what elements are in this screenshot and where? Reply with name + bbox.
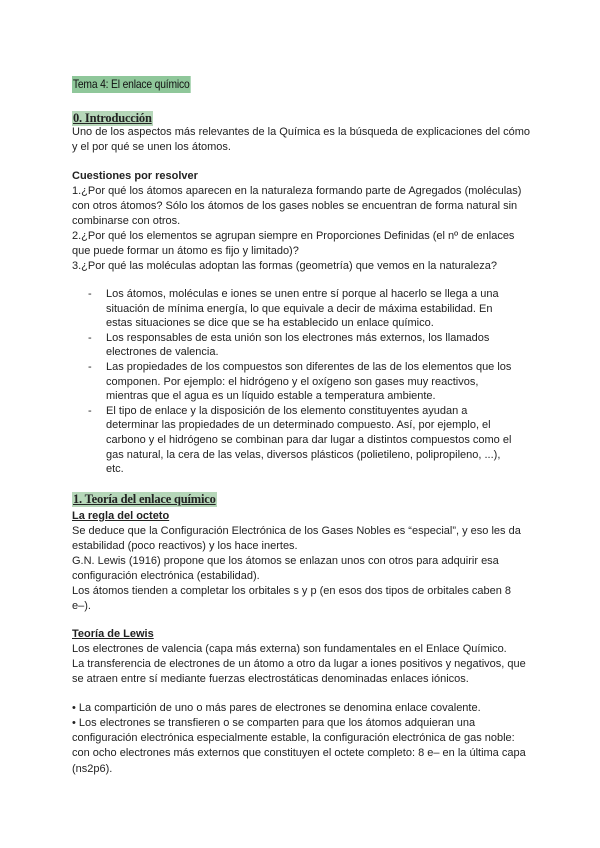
dash-marker: - (88, 404, 92, 417)
lewis-paragraph-2: La transferencia de electrones de un átomo a otro da lugar a iones positivos y negativos, que se atraen entre sí mediante fuerzas electrostáticas denominadas enlaces iónicos. (72, 658, 526, 686)
question-3: 3.¿Por qué las moléculas adoptan las formas (geometría) que vemos en la naturaleza? (72, 260, 497, 272)
dash-marker: - (88, 288, 92, 300)
section-heading-introduction: 0. Introducción (73, 111, 152, 125)
lewis-paragraph-1: Los electrones de valencia (capa más externa) son fundamentales en el Enlace Químico. (72, 643, 507, 655)
octet-paragraph-2: G.N. Lewis (1916) propone que los átomos se enlazan unos con otros para adquirir esa configuración electrónica (estabilidad). (72, 555, 499, 583)
lewis-theory-heading: Teoría de Lewis (72, 628, 154, 640)
key-points-list (88, 287, 518, 477)
list-item-text: Los átomos, moléculas e iones se unen entre sí porque al hacerlo se llega a una situación de mínima energía, lo que equivale a decir de máxima estabilidad. En estas situaciones se dice que se ha establecido un enlace químico. (106, 288, 499, 330)
list-item (88, 287, 518, 331)
intro-paragraph: Uno de los aspectos más relevantes de la Química es la búsqueda de explicaciones del cómo y el por qué se unen los átomos. (72, 126, 530, 154)
list-item (88, 404, 518, 477)
octet-rule-heading: La regla del octeto (72, 510, 170, 522)
questions-heading: Cuestiones por resolver (72, 170, 198, 182)
dash-marker: - (88, 360, 92, 373)
section-heading-theory: 1. Teoría del enlace químico (73, 492, 216, 506)
question-1: 1.¿Por qué los átomos aparecen en la naturaleza formando parte de Agregados (moléculas) con otros átomos? Sólo los átomos de los gases nobles se encuentran de forma natural sin combinarse con otros. (72, 185, 522, 228)
list-item (88, 360, 518, 404)
list-item-text: Los responsables de esta unión son los electrones más externos, los llamados electrones de valencia. (106, 331, 490, 359)
document-title: Tema 4: El enlace químico (72, 77, 190, 91)
list-item (88, 331, 518, 360)
dash-marker: - (88, 331, 92, 344)
lewis-bullet-1: • La compartición de uno o más pares de electrones se denomina enlace covalente. (72, 702, 481, 714)
list-item-text: El tipo de enlace y la disposición de los elemento constituyentes ayudan a determinar las propiedades de un determinado compuesto. Así, por ejemplo, el carbono y el hidrógeno se combinan para dar lugar a distintos compuestos como el gas natural, la cera de las velas, diversos plásticos (polietileno, polipropileno, ...), etc. (106, 404, 512, 476)
question-2: 2.¿Por qué los elementos se agrupan siempre en Proporciones Definidas (el nº de enlaces que puede formar un átomo es fijo y limitado)? (72, 230, 515, 258)
octet-paragraph-1: Se deduce que la Configuración Electrónica de los Gases Nobles es “especial”, y eso les da estabilidad (poco reactivos) y los hace inertes. (72, 525, 521, 553)
lewis-bullet-2: • Los electrones se transfieren o se comparten para que los átomos adquieran una configuración electrónica especialmente estable, la configuración electrónica de gas noble: con ocho electrones más externos que constituyen el octete completo: 8 e– en la última capa (ns2p6). (72, 717, 526, 775)
octet-paragraph-3: Los átomos tienden a completar los orbitales s y p (en esos dos tipos de orbitales caben 8 e–). (72, 585, 512, 613)
list-item-text: Las propiedades de los compuestos son diferentes de las de los elementos que los componen. Por ejemplo: el hidrógeno y el oxígeno son gases muy reactivos, mientras que el agua es un líquido estable a temperatura ambiente. (106, 360, 512, 403)
